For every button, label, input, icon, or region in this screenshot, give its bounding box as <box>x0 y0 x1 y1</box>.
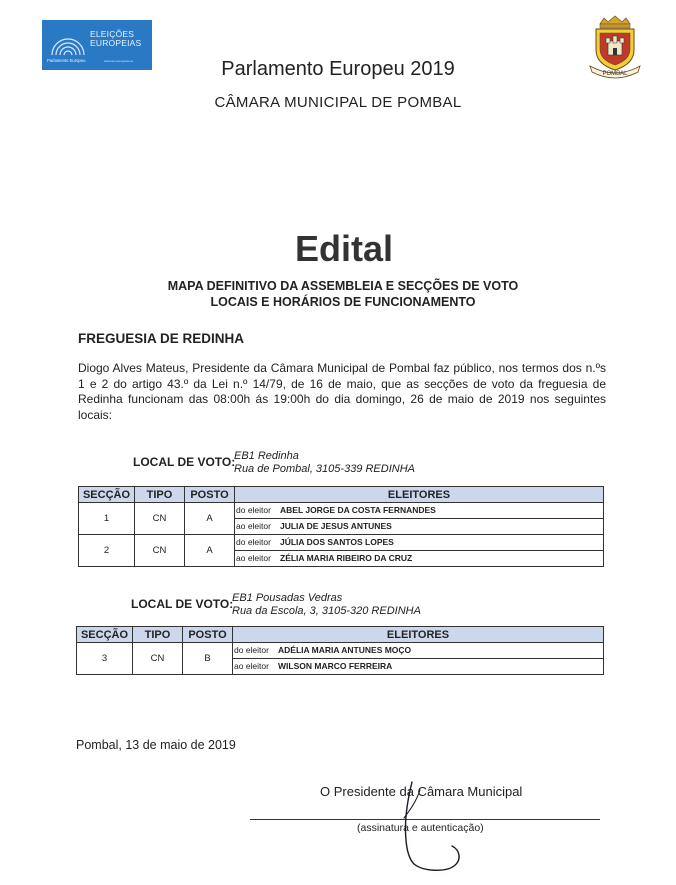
header-subtitle: CÂMARA MUNICIPAL DE POMBAL <box>214 94 462 111</box>
logo-title: ELEIÇÕES EUROPEIAS <box>90 29 142 48</box>
location-address: Rua de Pombal, 3105-339 REDINHA <box>234 463 415 475</box>
logo-url: eleicoes-europeias.eu <box>104 59 134 63</box>
parliament-hemicycle-icon <box>50 29 86 57</box>
voter-range-to <box>235 550 603 566</box>
to-label: ao eleitor <box>236 553 271 563</box>
signatory-title: O Presidente da Câmara Municipal <box>320 784 523 799</box>
table-row <box>77 643 604 675</box>
subtitle-line: MAPA DEFINITIVO DA ASSEMBLEIA E SECÇÕES DE VOTO <box>167 279 519 293</box>
table-row <box>79 535 604 567</box>
voter-range-from <box>235 503 603 518</box>
posto-cell: B <box>183 643 233 675</box>
column-header-eleitores: ELEITORES <box>233 627 604 643</box>
from-voter: JÚLIA DOS SANTOS LOPES <box>280 537 394 547</box>
column-header-eleitores: ELEITORES <box>235 487 604 503</box>
from-label: do eleitor <box>236 537 271 547</box>
subtitle-line: LOCAIS E HORÁRIOS DE FUNCIONAMENTO <box>210 295 476 309</box>
header-title: Parlamento Europeu 2019 <box>221 58 455 80</box>
parish-heading: FREGUESIA DE REDINHA <box>78 331 245 346</box>
eleitores-cell <box>233 643 604 675</box>
crest-label: POMBAL <box>602 71 628 77</box>
location-name: EB1 Redinha <box>234 450 299 462</box>
location-name: EB1 Pousadas Vedras <box>232 592 343 604</box>
seccao-cell: 3 <box>77 643 133 675</box>
seccao-cell: 2 <box>79 535 135 567</box>
notice-paragraph: Diogo Alves Mateus, Presidente da Câmara Municipal de Pombal faz público, nos termos dos n.ºs 1 e 2 do artigo 43.º da Lei n.º 14/79, de 16 de maio, que as secções de voto da freguesia de Redinha funcionam das 08:00h ás 19:00h do dia domingo, 26 de maio de 2019 nos seguintes locais: <box>78 361 606 422</box>
to-voter: JULIA DE JESUS ANTUNES <box>280 521 392 531</box>
to-label: ao eleitor <box>234 661 269 671</box>
document-title: Edital <box>294 228 393 269</box>
sections-table <box>76 626 604 675</box>
logo-org: Parlamento Europeu <box>47 58 86 63</box>
signature-caption: (assinatura e autenticação) <box>357 822 484 834</box>
sections-table <box>78 486 604 567</box>
column-header-seccao: SECÇÃO <box>79 487 135 503</box>
location-label: LOCAL DE VOTO: <box>131 597 234 611</box>
location-address: Rua da Escola, 3, 3105-320 REDINHA <box>232 605 421 617</box>
voter-range-from <box>233 643 603 658</box>
column-header-tipo: TIPO <box>133 627 183 643</box>
handwritten-signature-icon <box>380 780 490 880</box>
to-voter: WILSON MARCO FERREIRA <box>278 661 393 671</box>
posto-cell: A <box>185 535 235 567</box>
tipo-cell: CN <box>135 535 185 567</box>
voter-range-to <box>235 518 603 534</box>
to-label: ao eleitor <box>236 521 271 531</box>
to-voter: ZÉLIA MARIA RIBEIRO DA CRUZ <box>280 553 413 563</box>
from-voter: ADÉLIA MARIA ANTUNES MOÇO <box>278 645 412 655</box>
table-header-row <box>79 487 604 503</box>
location-label: LOCAL DE VOTO: <box>133 455 236 469</box>
tipo-cell: CN <box>133 643 183 675</box>
place-and-date: Pombal, 13 de maio de 2019 <box>76 738 236 752</box>
table-header-row <box>77 627 604 643</box>
column-header-posto: POSTO <box>183 627 233 643</box>
eleitores-cell <box>235 503 604 535</box>
seccao-cell: 1 <box>79 503 135 535</box>
column-header-posto: POSTO <box>185 487 235 503</box>
voter-range-to <box>233 658 603 674</box>
document-subtitle <box>0 278 676 310</box>
table-row <box>79 503 604 535</box>
from-label: do eleitor <box>236 505 271 515</box>
voter-range-from <box>235 535 603 550</box>
eleitores-cell <box>235 535 604 567</box>
from-voter: ABEL JORGE DA COSTA FERNANDES <box>280 505 436 515</box>
column-header-seccao: SECÇÃO <box>77 627 133 643</box>
column-header-tipo: TIPO <box>135 487 185 503</box>
tipo-cell: CN <box>135 503 185 535</box>
posto-cell: A <box>185 503 235 535</box>
from-label: do eleitor <box>234 645 269 655</box>
